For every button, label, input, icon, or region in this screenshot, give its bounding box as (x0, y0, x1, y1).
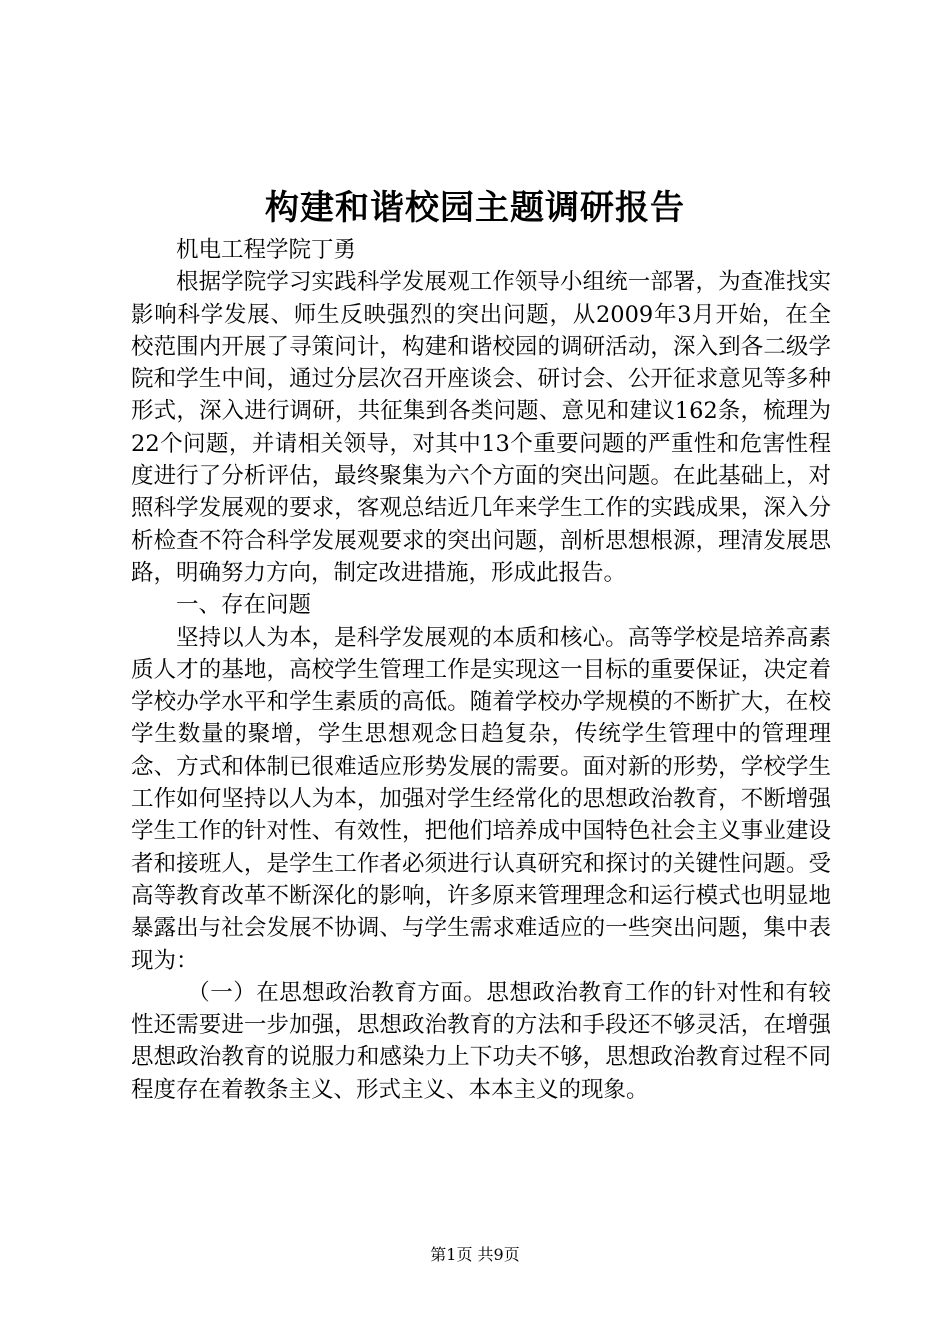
author-line: 机电工程学院丁勇 (176, 237, 357, 263)
page-footer: 第1页 共9页 (430, 1245, 520, 1264)
document-title: 构建和谐校园主题调研报告 (265, 188, 685, 228)
paragraph-problems: 坚持以人为本，是科学发展观的本质和核心。高等学校是培养高素质人才的基地，高校学生管理工作是实现这一目标的重要保证，决定着学校办学水平和学生素质的高低。随着学校办学规模的不断扩大，在校学生数量的聚增，学生思想观念日趋复杂，传统学生管理中的管理理念、方式和体制已很难适应形势发展的需要。面对新的形势，学校学生工作如何坚持以人为本，加强对学生经常化的思想政治教育，不断增强学生工作的针对性、有效性，把他们培养成中国特色社会主义事业建设者和接班人，是学生工作者必须进行认真研究和探讨的关键性问题。受高等教育改革不断深化的影响，许多原来管理理念和运行模式也明显地暴露出与社会发展不协调、与学生需求难适应的一些突出问题，集中表现为： (131, 624, 831, 974)
paragraph-subsection-1: （一）在思想政治教育方面。思想政治教育工作的针对性和有较性还需要进一步加强，思想政治教育的方法和手段还不够灵活，在增强思想政治教育的说服力和感染力上下功夫不够，思想政治教育过程不同程度存在着教条主义、形式主义、本本主义的现象。 (131, 979, 831, 1103)
section-heading: 一、存在问题 (176, 592, 312, 619)
document-body (131, 234, 831, 1106)
paragraph-intro: 根据学院学习实践科学发展观工作领导小组统一部署，为查准找实影响科学发展、师生反映强烈的突出问题，从2009年3月开始，在全校范围内开展了寻策问计，构建和谐校园的调研活动，深入到各二级学院和学生中间，通过分层次召开座谈会、研讨会、公开征求意见等多种形式，深入进行调研，共征集到各类问题、意见和建议162条，梳理为22个问题，并请相关领导，对其中13个重要问题的严重性和危害性程度进行了分析评估，最终聚集为六个方面的突出问题。在此基础上，对照科学发展观的要求，客观总结近几年来学生工作的实践成果，深入分析检查不符合科学发展观要求的突出问题，剖析思想根源，理清发展思路，明确努力方向，制定改进措施，形成此报告。 (131, 269, 831, 586)
